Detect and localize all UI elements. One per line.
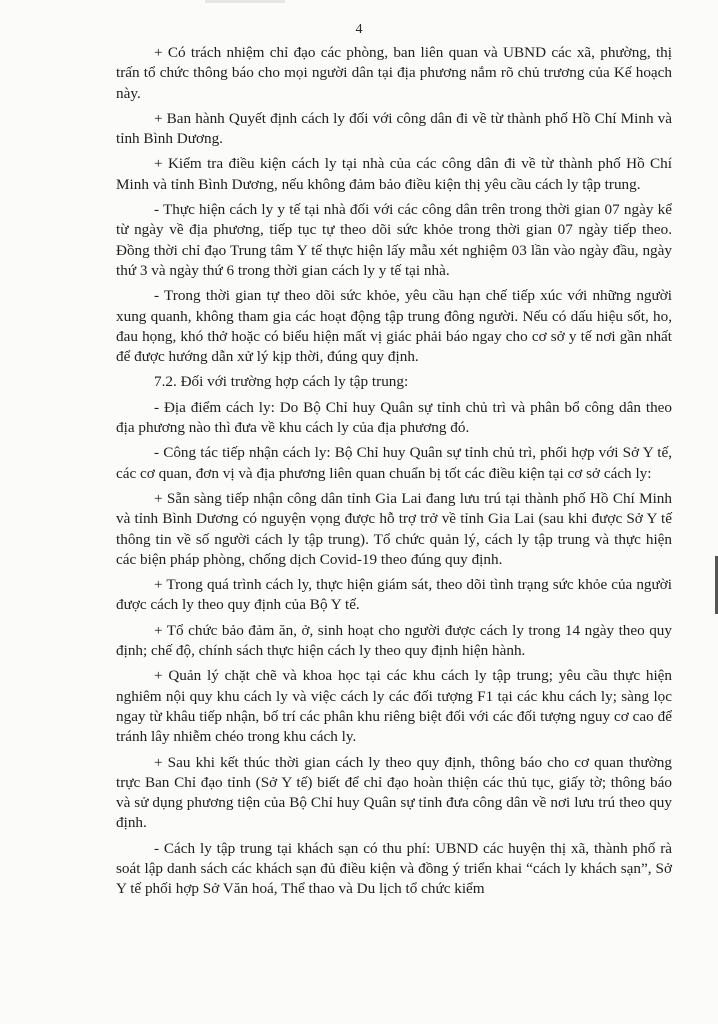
paragraph-after-quarantine: + Sau khi kết thúc thời gian cách ly theo quy định, thông báo cho cơ quan thường trực Ban Chỉ đạo tỉnh (Sở Y tế) biết để chỉ đạo hoàn thiện các thủ tục, giấy tờ; thông báo và sử dụng phương tiện của Bộ Chỉ huy Quân sự tỉnh đưa công dân về nơi lưu trú theo quy định. [116, 753, 672, 832]
document-body [116, 43, 672, 905]
paragraph-reception: - Công tác tiếp nhận cách ly: Bộ Chỉ huy Quân sự tỉnh chủ trì, phối hợp với Sở Y tế, các cơ quan, đơn vị và địa phương liên quan chuẩn bị tốt các điều kiện tại cơ sở cách ly: [116, 444, 672, 482]
section-heading-7-2: 7.2. Đối với trường hợp cách ly tập trung: [154, 373, 409, 391]
paragraph-management: + Quản lý chặt chẽ và khoa học tại các khu cách ly tập trung; yêu cầu thực hiện nghiêm nội quy khu cách ly và việc cách ly các đối tượng F1 tại các khu cách ly; sàng lọc ngay từ khâu tiếp nhận, bố trí các phân khu riêng biệt đối với các đối tượng nguy cơ cao để tránh lây nhiễm chéo trong khu cách ly. [116, 667, 672, 746]
paragraph-ready-receive: + Sẵn sàng tiếp nhận công dân tỉnh Gia Lai đang lưu trú tại thành phố Hồ Chí Minh và tỉnh Bình Dương có nguyện vọng được hỗ trợ trở về tỉnh Gia Lai (sau khi được Sở Y tế thông tin về số người cách ly tập trung). Tổ chức quản lý, cách ly tập trung và thực hiện các biện pháp phòng, chống dịch Covid-19 theo đúng quy định. [116, 489, 672, 568]
scan-artifact [205, 0, 285, 3]
page-number: 4 [355, 22, 363, 37]
paragraph-home-conditions: + Kiểm tra điều kiện cách ly tại nhà của các công dân đi về từ thành phố Hồ Chí Minh và tỉnh Bình Dương, nếu không đảm bảo điều kiện thị yêu cầu cách ly tập trung. [116, 155, 672, 193]
paragraph-self-monitoring: - Trong thời gian tự theo dõi sức khỏe, yêu cầu hạn chế tiếp xúc với những người xung quanh, không tham gia các hoạt động tập trung đông người. Nếu có dấu hiệu sốt, ho, đau họng, khó thở hoặc có biểu hiện mất vị giác phải báo ngay cho cơ sở y tế nơi gần nhất để được hướng dẫn xử lý kịp thời, đúng quy định. [116, 287, 672, 366]
paragraph-accommodation: + Tổ chức bảo đảm ăn, ở, sinh hoạt cho người được cách ly trong 14 ngày theo quy định; chế độ, chính sách thực hiện cách ly theo quy định hiện hành. [116, 621, 672, 660]
paragraph-home-quarantine: - Thực hiện cách ly y tế tại nhà đối với các công dân trên trong thời gian 07 ngày kể từ ngày về địa phương, tiếp tục tự theo dõi sức khỏe trong thời gian 07 ngày tiếp theo. Đồng thời chỉ đạo Trung tâm Y tế thực hiện lấy mẫu xét nghiệm 03 lần vào ngày đầu, ngày thứ 3 và ngày thứ 6 trong thời gian cách ly y tế tại nhà. [116, 201, 672, 279]
paragraph-hotel-quarantine: - Cách ly tập trung tại khách sạn có thu phí: UBND các huyện thị xã, thành phố rà soát lập danh sách các khách sạn đủ điều kiện và đồng ý triển khai “cách ly khách sạn”, Sở Y tế phối hợp Sở Văn hoá, Thể thao và Du lịch tổ chức kiểm [116, 839, 672, 898]
paragraph-quarantine-decision: + Ban hành Quyết định cách ly đối với công dân đi về từ thành phố Hồ Chí Minh và tỉnh Bình Dương. [116, 109, 672, 148]
paragraph-monitoring: + Trong quá trình cách ly, thực hiện giám sát, theo dõi tình trạng sức khỏe của người được cách ly theo quy định của Bộ Y tế. [116, 576, 672, 614]
paragraph-responsibility: + Có trách nhiệm chỉ đạo các phòng, ban liên quan và UBND các xã, phường, thị trấn tổ chức thông báo cho mọi người dân tại địa phương nắm rõ chủ trương của Kế hoạch này. [116, 44, 672, 102]
paragraph-location: - Địa điểm cách ly: Do Bộ Chỉ huy Quân sự tỉnh chủ trì và phân bổ công dân theo địa phương nào thì đưa về khu cách ly của địa phương đó. [116, 398, 672, 437]
